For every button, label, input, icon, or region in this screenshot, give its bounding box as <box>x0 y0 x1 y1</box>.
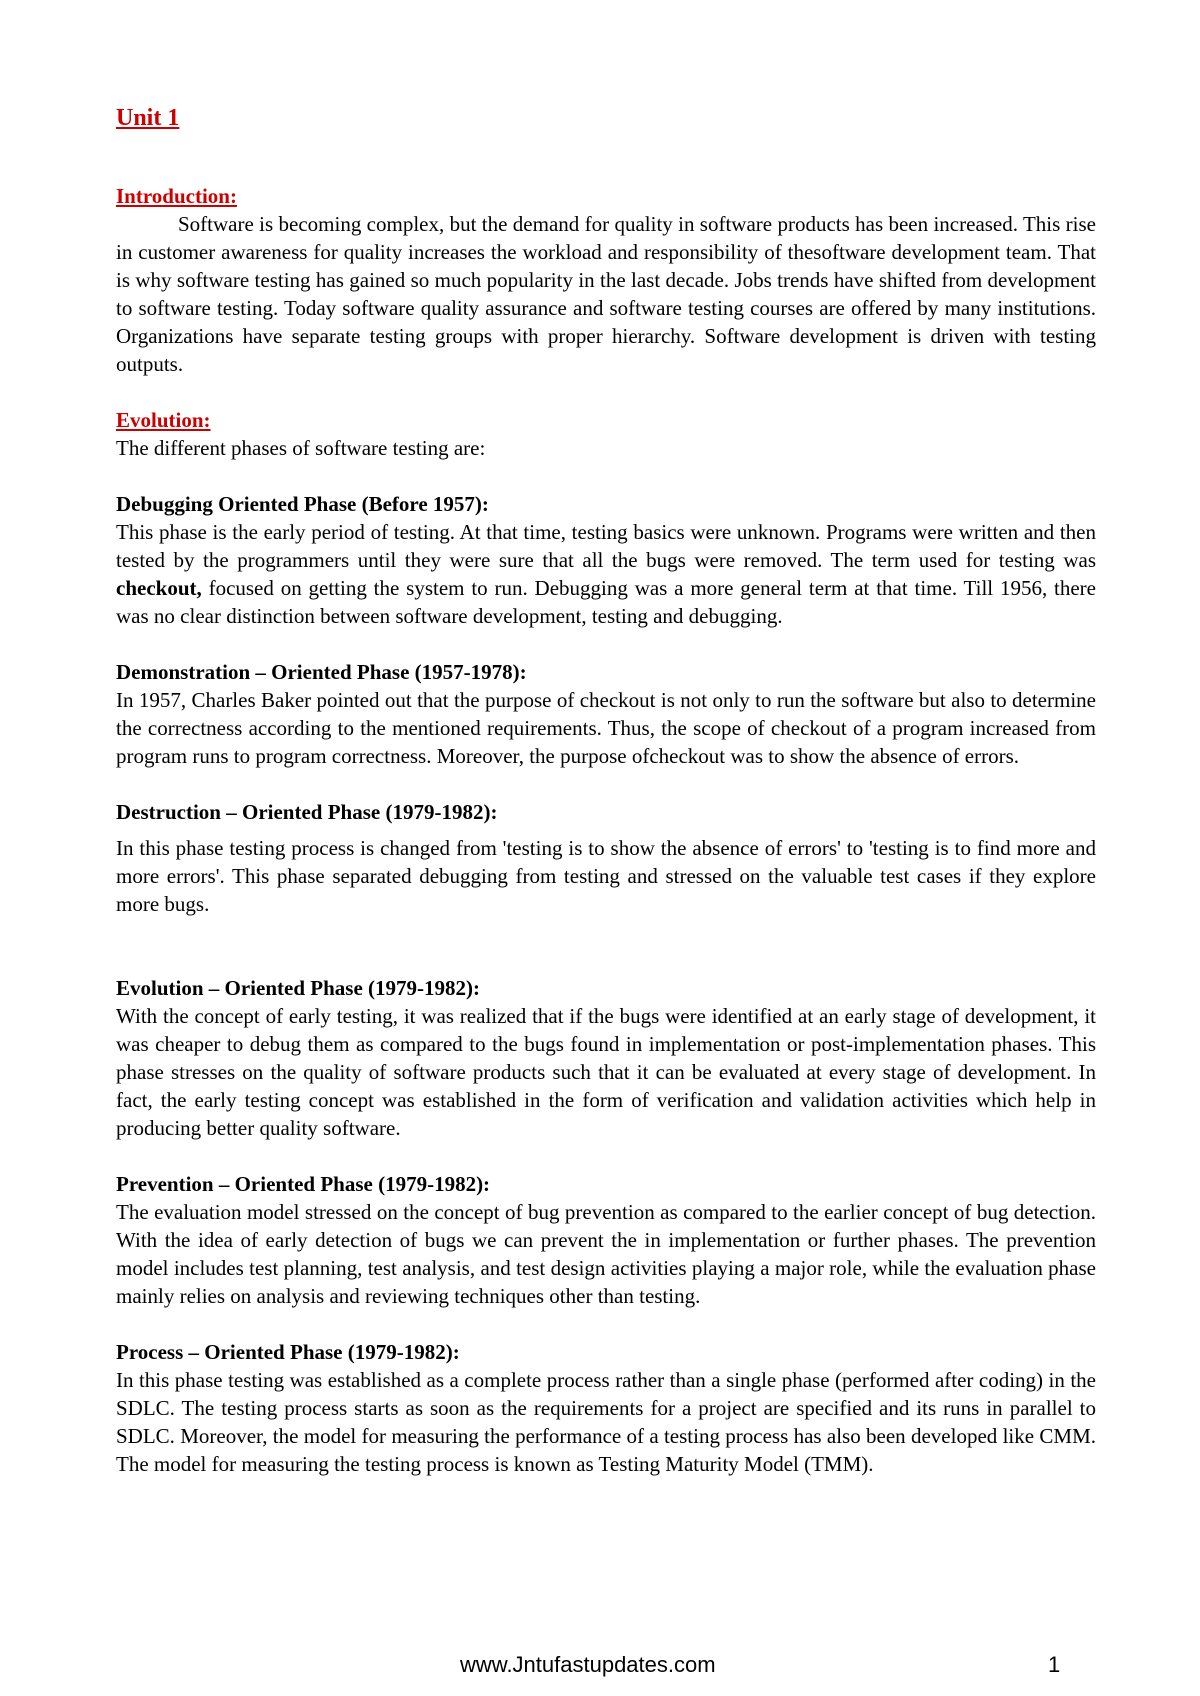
page-number: 1 <box>1048 1652 1061 1677</box>
evolution-phase-heading: Evolution – Oriented Phase (1979-1982): <box>116 976 480 1000</box>
checkout-term: checkout, <box>116 576 202 600</box>
demonstration-phase-heading: Demonstration – Oriented Phase (1957-1978): <box>116 660 527 684</box>
debugging-phase-heading: Debugging Oriented Phase (Before 1957): <box>116 492 489 516</box>
introduction-heading: Introduction: <box>116 184 237 208</box>
prevention-phase-paragraph: The evaluation model stressed on the concept of bug prevention as compared to the earlier concept of bug detection. With the idea of early detection of bugs we can prevent the in implementation or further phases. The prevention model includes test planning, test analysis, and test design activities playing a major role, while the evaluation phase mainly relies on analysis and reviewing techniques other than testing. <box>116 1200 1096 1308</box>
demonstration-phase-paragraph: In 1957, Charles Baker pointed out that the purpose of checkout is not only to run the software but also to determine the correctness according to the mentioned requirements. Thus, the scope of checkout of a program increased from program runs to program correctness. Moreover, the purpose ofcheckout was to show the absence of errors. <box>116 688 1096 768</box>
debugging-phase-paragraph <box>116 518 1096 630</box>
process-phase-heading: Process – Oriented Phase (1979-1982): <box>116 1340 460 1364</box>
footer-url: www.Jntufastupdates.com <box>460 1652 716 1677</box>
prevention-phase-heading: Prevention – Oriented Phase (1979-1982): <box>116 1172 491 1196</box>
debugging-text-after: focused on getting the system to run. Debugging was a more general term at that time. Till 1956, there was no clear distinction between software development, testing and debugging. <box>116 576 1096 628</box>
destruction-phase-heading: Destruction – Oriented Phase (1979-1982): <box>116 800 498 824</box>
debugging-text-before: This phase is the early period of testing. At that time, testing basics were unknown. Programs were written and then tested by the programmers until they were sure that all the bugs were removed. The term used for testing was <box>116 520 1096 572</box>
process-phase-paragraph: In this phase testing was established as a complete process rather than a single phase (performed after coding) in the SDLC. The testing process starts as soon as the requirements for a project are specified and its runs in parallel to SDLC. Moreover, the model for measuring the performance of a testing process has also been developed like CMM. The model for measuring the testing process is known as Testing Maturity Model (TMM). <box>116 1368 1096 1476</box>
evolution-phase-paragraph: With the concept of early testing, it was realized that if the bugs were identified at an early stage of development, it was cheaper to debug them as compared to the bugs found in implementation or post-implementation phases. This phase stresses on the quality of software products such that it can be evaluated at every stage of development. In fact, the early testing concept was established in the form of verification and validation activities which help in producing better quality software. <box>116 1004 1096 1140</box>
destruction-phase-paragraph: In this phase testing process is changed from 'testing is to show the absence of errors' to 'testing is to find more and more errors'. This phase separated debugging from testing and stressed on the valuable test cases if they explore more bugs. <box>116 836 1096 916</box>
introduction-paragraph: Software is becoming complex, but the demand for quality in software products has been increased. This rise in customer awareness for quality increases the workload and responsibility of thesoftware development team. That is why software testing has gained so much popularity in the last decade. Jobs trends have shifted from development to software testing. Today software quality assurance and software testing courses are offered by many institutions. Organizations have separate testing groups with proper hierarchy. Software development is driven with testing outputs. <box>116 212 1096 376</box>
unit-title: Unit 1 <box>116 105 180 131</box>
document-body <box>116 104 1096 1478</box>
evolution-heading: Evolution: <box>116 408 211 432</box>
evolution-paragraph: The different phases of software testing are: <box>116 436 486 460</box>
